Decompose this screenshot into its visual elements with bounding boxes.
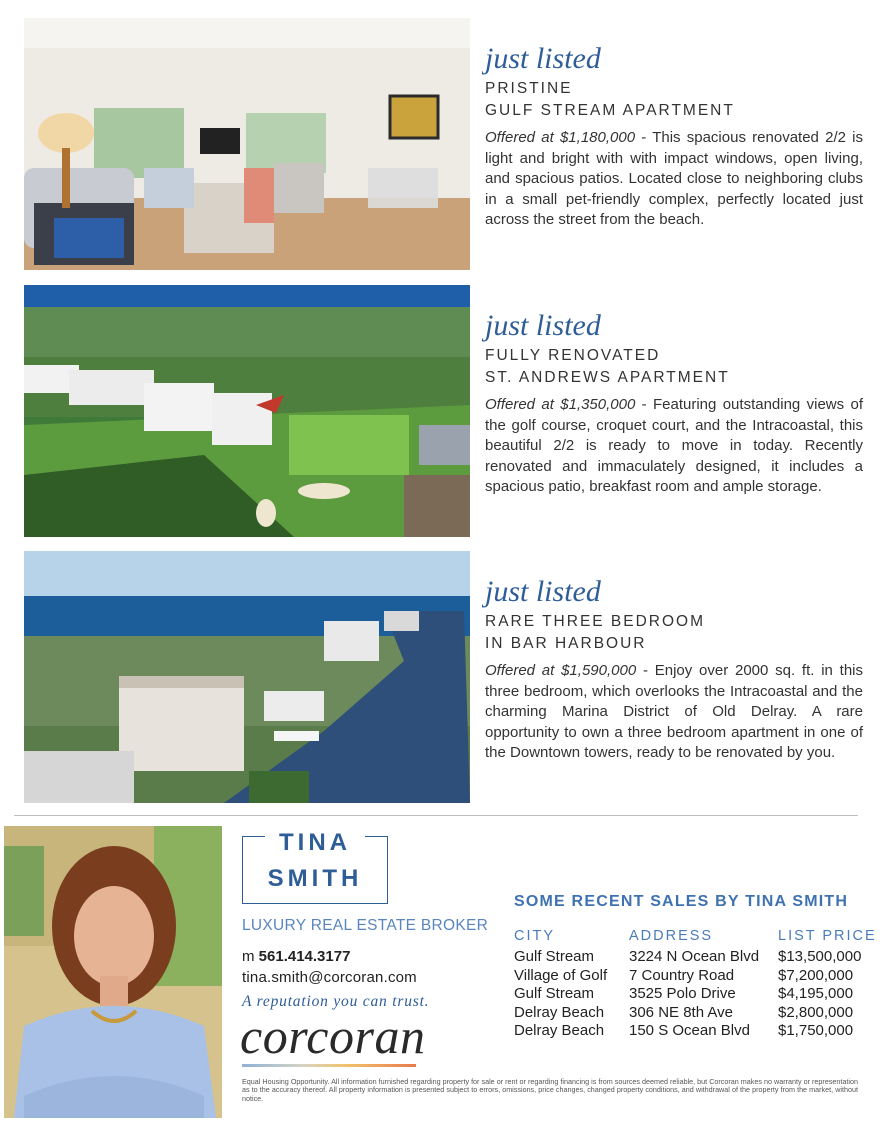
listing-description xyxy=(485,128,863,231)
listing-tag: just listed xyxy=(485,42,601,75)
agent-name-box xyxy=(242,829,388,904)
listing-headline-line2: GULF STREAM APARTMENT xyxy=(485,102,735,119)
sale-price: $1,750,000 xyxy=(778,1022,854,1040)
listing-headline-line2: IN BAR HARBOUR xyxy=(485,635,647,652)
phone-prefix: m xyxy=(242,948,255,965)
listing-headline xyxy=(485,345,863,389)
listing-3-photo xyxy=(24,551,470,803)
brand-gradient-bar xyxy=(242,1064,416,1067)
table-row xyxy=(514,1004,877,1023)
listing-headline-line1: FULLY RENOVATED xyxy=(485,347,661,364)
sale-city: Delray Beach xyxy=(514,1003,605,1021)
listing-headline-line1: PRISTINE xyxy=(485,80,573,97)
listing-price: Offered at $1,350,000 xyxy=(485,396,636,413)
sale-city: Gulf Stream xyxy=(514,985,595,1003)
listing-description-text: - Enjoy over 2000 sq. ft. in this three bedroom, which overlooks the Intracoastal and the charming Marina District of Old Delray. A rare opportunity to own a three bedroom apartment in one of the Downtown towers, ready to be renovated by you. xyxy=(485,662,863,761)
listing-price: Offered at $1,180,000 xyxy=(485,129,636,146)
sale-address: 3224 N Ocean Blvd xyxy=(629,948,760,965)
table-row xyxy=(514,1022,877,1041)
listing-headline-line2: ST. ANDREWS APARTMENT xyxy=(485,369,730,386)
sale-city: Gulf Stream xyxy=(514,948,595,965)
sale-address: 7 Country Road xyxy=(629,966,735,984)
sale-address: 3525 Polo Drive xyxy=(629,985,736,1003)
brand-logo: corcoran xyxy=(240,1008,426,1064)
listing-3-info xyxy=(485,577,863,764)
table-row xyxy=(514,985,877,1004)
sale-city: Village of Golf xyxy=(514,966,608,984)
listing-headline xyxy=(485,78,863,122)
listing-price: Offered at $1,590,000 xyxy=(485,662,637,679)
column-header-city: CITY xyxy=(514,928,556,944)
listing-headline-line1: RARE THREE BEDROOM xyxy=(485,613,706,630)
recent-sales-table xyxy=(514,928,877,1041)
listing-2-info xyxy=(485,311,863,498)
table-row xyxy=(514,967,877,986)
phone-number: 561.414.3177 xyxy=(258,948,351,965)
recent-sales-title: SOME RECENT SALES BY TINA SMITH xyxy=(514,893,849,910)
agent-first-name: TINA xyxy=(279,829,351,856)
agent-last-name: SMITH xyxy=(267,865,363,892)
section-divider xyxy=(14,815,858,816)
sale-price: $2,800,000 xyxy=(778,1003,854,1021)
listing-1-info xyxy=(485,44,863,231)
listing-tag: just listed xyxy=(485,575,601,608)
table-header-row xyxy=(514,928,877,948)
listing-description-text: - Featuring outstanding views of the golf course, croquet court, and the Intracoastal, this beautiful 2/2 is ready to move in today. Recently renovated and immaculately designed, it includes a spacious patio, breakfast room and ample storage. xyxy=(485,396,863,495)
legal-disclaimer: Equal Housing Opportunity. All information furnished regarding property for sale or rent or regarding financing is from sources deemed reliable, but Corcoran makes no warranty or representation as to the accuracy thereof. All property information is presented subject to errors, omissions, price changes, changed property conditions, and withdrawal of the property from the market, without notice. xyxy=(242,1077,858,1103)
column-header-price: LIST PRICE xyxy=(778,928,877,944)
agent-title: LUXURY REAL ESTATE BROKER xyxy=(242,917,489,934)
table-row xyxy=(514,948,877,967)
listing-description xyxy=(485,661,863,764)
listing-tag: just listed xyxy=(485,309,601,342)
agent-phone[interactable] xyxy=(242,948,350,965)
sale-address: 306 NE 8th Ave xyxy=(629,1003,733,1021)
sale-price: $13,500,000 xyxy=(778,948,862,965)
sale-city: Delray Beach xyxy=(514,1022,605,1040)
column-header-address: ADDRESS xyxy=(629,928,714,944)
sale-address: 150 S Ocean Blvd xyxy=(629,1022,750,1040)
sale-price: $4,195,000 xyxy=(778,985,854,1003)
listing-headline xyxy=(485,611,863,655)
listing-2-photo xyxy=(24,285,470,537)
agent-email[interactable]: tina.smith@corcoran.com xyxy=(242,969,417,986)
listing-description xyxy=(485,395,863,498)
listing-description-text: - This spacious renovated 2/2 is light and bright with with impact windows, open living, and spacious patios. Located close to neighboring clubs in a small pet-friendly complex, perfectly located just across the street from the beach. xyxy=(485,129,863,228)
agent-tagline: A reputation you can trust. xyxy=(242,993,430,1010)
agent-portrait xyxy=(4,826,222,1118)
sale-price: $7,200,000 xyxy=(778,966,854,984)
listing-1-photo xyxy=(24,18,470,270)
